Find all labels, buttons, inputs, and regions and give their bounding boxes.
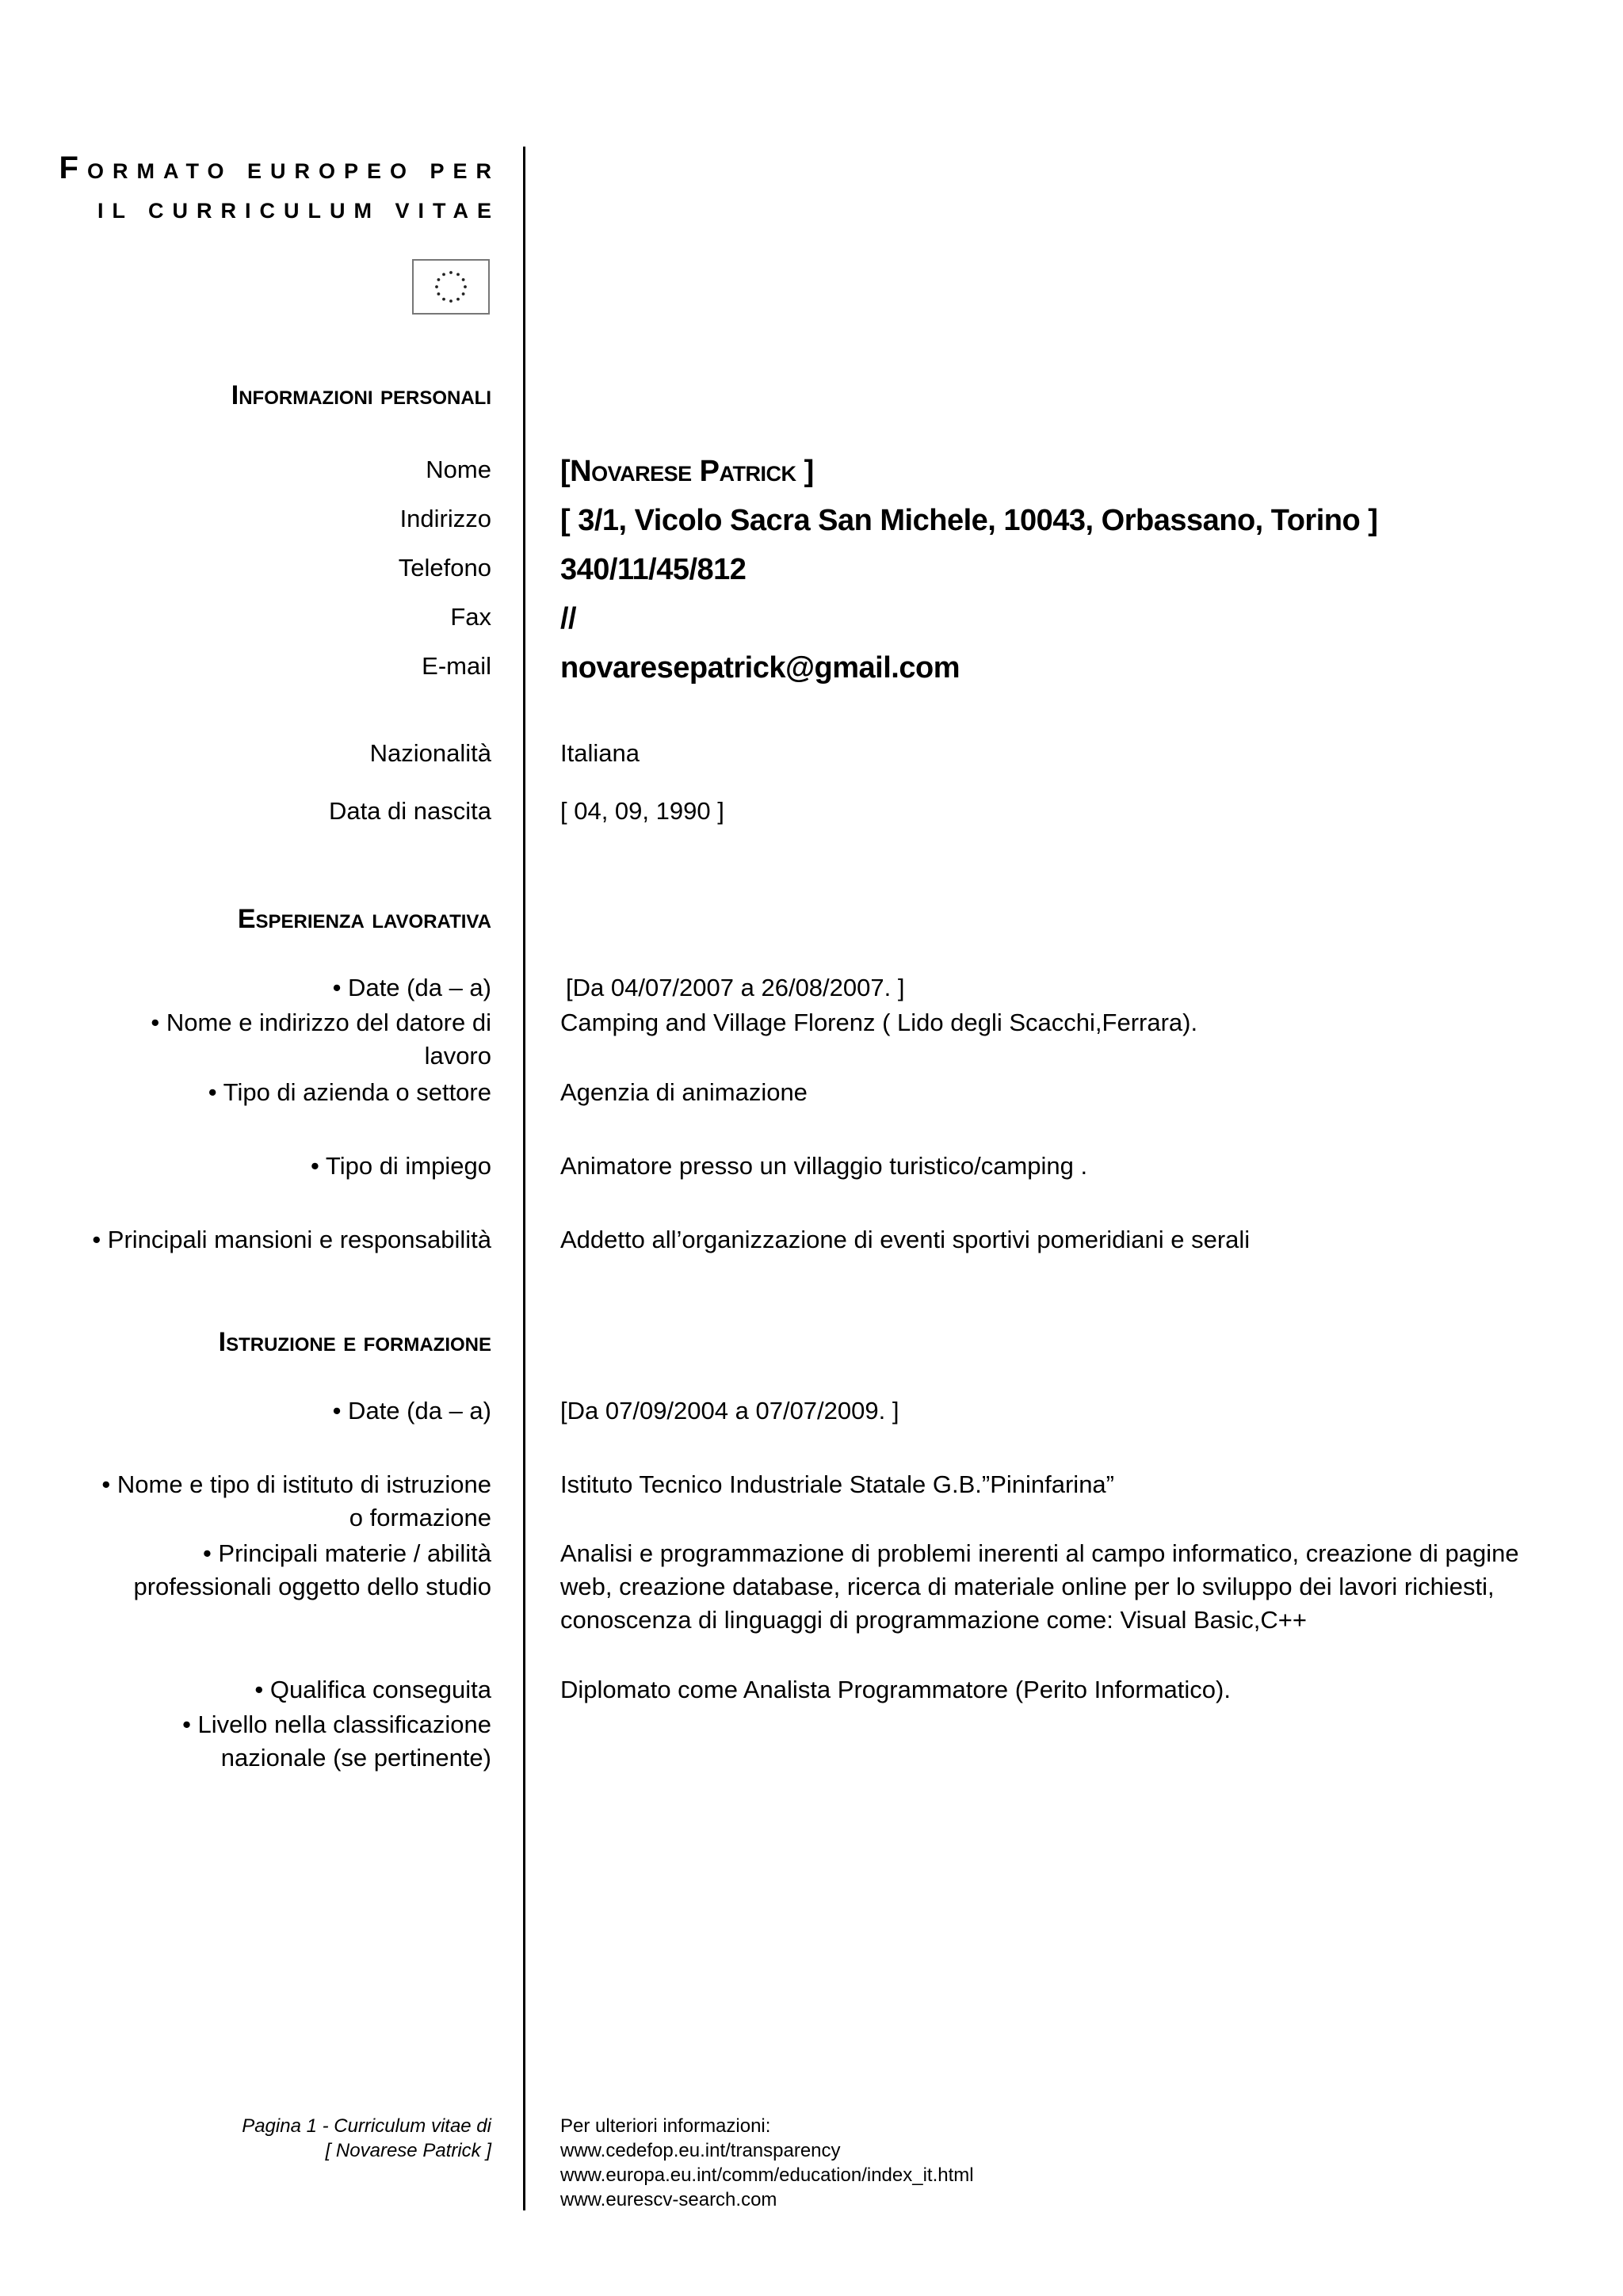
label-exp-date: • Date (da – a)	[332, 974, 491, 1001]
label-telefono: Telefono	[398, 554, 491, 582]
value-exp-impiego: Animatore presso un villaggio turistico/camping .	[560, 1152, 1088, 1180]
eu-flag-icon	[412, 259, 490, 315]
cv-format-title-line1	[59, 151, 500, 186]
footer-link-europa[interactable]: www.europa.eu.int/comm/education/index_it.html	[560, 2164, 974, 2186]
value-exp-azienda: Agenzia di animazione	[560, 1078, 808, 1106]
value-exp-date: [Da 04/07/2007 a 26/08/2007. ]	[566, 974, 905, 1001]
value-fax: //	[560, 602, 577, 635]
footer-more-info	[560, 2114, 974, 2212]
label-edu-livello: • Livello nella classificazione nazionale (se pertinente)	[182, 1711, 491, 1772]
label-exp-mansioni: • Principali mansioni e responsabilità	[92, 1226, 491, 1253]
label-exp-datore: • Nome e indirizzo del datore di lavoro	[151, 1009, 491, 1070]
value-indirizzo: [ 3/1, Vicolo Sacra San Michele, 10043, Orbassano, Torino ]	[560, 504, 1378, 537]
label-fax: Fax	[450, 603, 491, 631]
label-data-nascita: Data di nascita	[328, 797, 491, 825]
label-exp-impiego: • Tipo di impiego	[311, 1152, 491, 1180]
section-heading-personal: Informazioni personali	[231, 380, 491, 410]
title-rest: ORMATO EUROPEO PER	[86, 159, 500, 183]
eu-stars-icon	[414, 261, 488, 313]
label-exp-azienda: • Tipo di azienda o settore	[208, 1078, 491, 1106]
value-exp-datore: Camping and Village Florenz ( Lido degli Scacchi,Ferrara).	[560, 1009, 1198, 1036]
value-edu-istituto: Istituto Tecnico Industriale Statale G.B.”Pininfarina”	[560, 1470, 1114, 1498]
footer-link-cedefop[interactable]: www.cedefop.eu.int/transparency	[560, 2140, 841, 2161]
label-email: E-mail	[422, 652, 491, 680]
label-edu-istituto: • Nome e tipo di istituto di istruzione o formazione	[101, 1470, 491, 1531]
value-edu-materie: Analisi e programmazione di problemi inerenti al campo informatico, creazione di pagine web, creazione database, ricerca di materiale online per lo sviluppo dei lavori richiesti, conoscenza di linguaggi di programmazione come: Visual Basic,C++	[560, 1539, 1519, 1634]
footer-page-line2: [ Novarese Patrick ]	[325, 2140, 491, 2161]
value-exp-mansioni: Addetto all’organizzazione di eventi sportivi pomeridiani e serali	[560, 1226, 1251, 1253]
value-edu-date: [Da 07/09/2004 a 07/07/2009. ]	[560, 1397, 899, 1425]
section-heading-education: Istruzione e formazione	[218, 1327, 491, 1357]
value-edu-qualifica: Diplomato come Analista Programmatore (Perito Informatico).	[560, 1676, 1231, 1703]
label-indirizzo: Indirizzo	[399, 505, 491, 532]
value-nome: [Novarese Patrick ]	[560, 455, 814, 488]
section-heading-experience: Esperienza lavorativa	[237, 904, 491, 934]
label-edu-materie: • Principali materie / abilità professionali oggetto dello studio	[133, 1539, 491, 1600]
cv-format-title-line2: IL CURRICULUM VITAE	[97, 199, 500, 223]
footer-page-info	[242, 2114, 491, 2163]
label-nome: Nome	[426, 456, 491, 483]
title-initial: F	[59, 151, 87, 185]
label-edu-qualifica: • Qualifica conseguita	[254, 1676, 491, 1703]
footer-page-line1: Pagina 1 - Curriculum vitae di	[242, 2115, 491, 2137]
footer-link-eurescv[interactable]: www.eurescv-search.com	[560, 2189, 777, 2210]
footer-info-heading: Per ulteriori informazioni:	[560, 2115, 771, 2137]
value-nazionalita: Italiana	[560, 739, 640, 767]
value-email: novaresepatrick@gmail.com	[560, 651, 960, 685]
label-edu-date: • Date (da – a)	[332, 1397, 491, 1425]
label-nazionalita: Nazionalità	[369, 739, 491, 767]
vertical-divider	[523, 147, 525, 2210]
value-data-nascita: [ 04, 09, 1990 ]	[560, 797, 724, 825]
value-telefono: 340/11/45/812	[560, 553, 747, 586]
